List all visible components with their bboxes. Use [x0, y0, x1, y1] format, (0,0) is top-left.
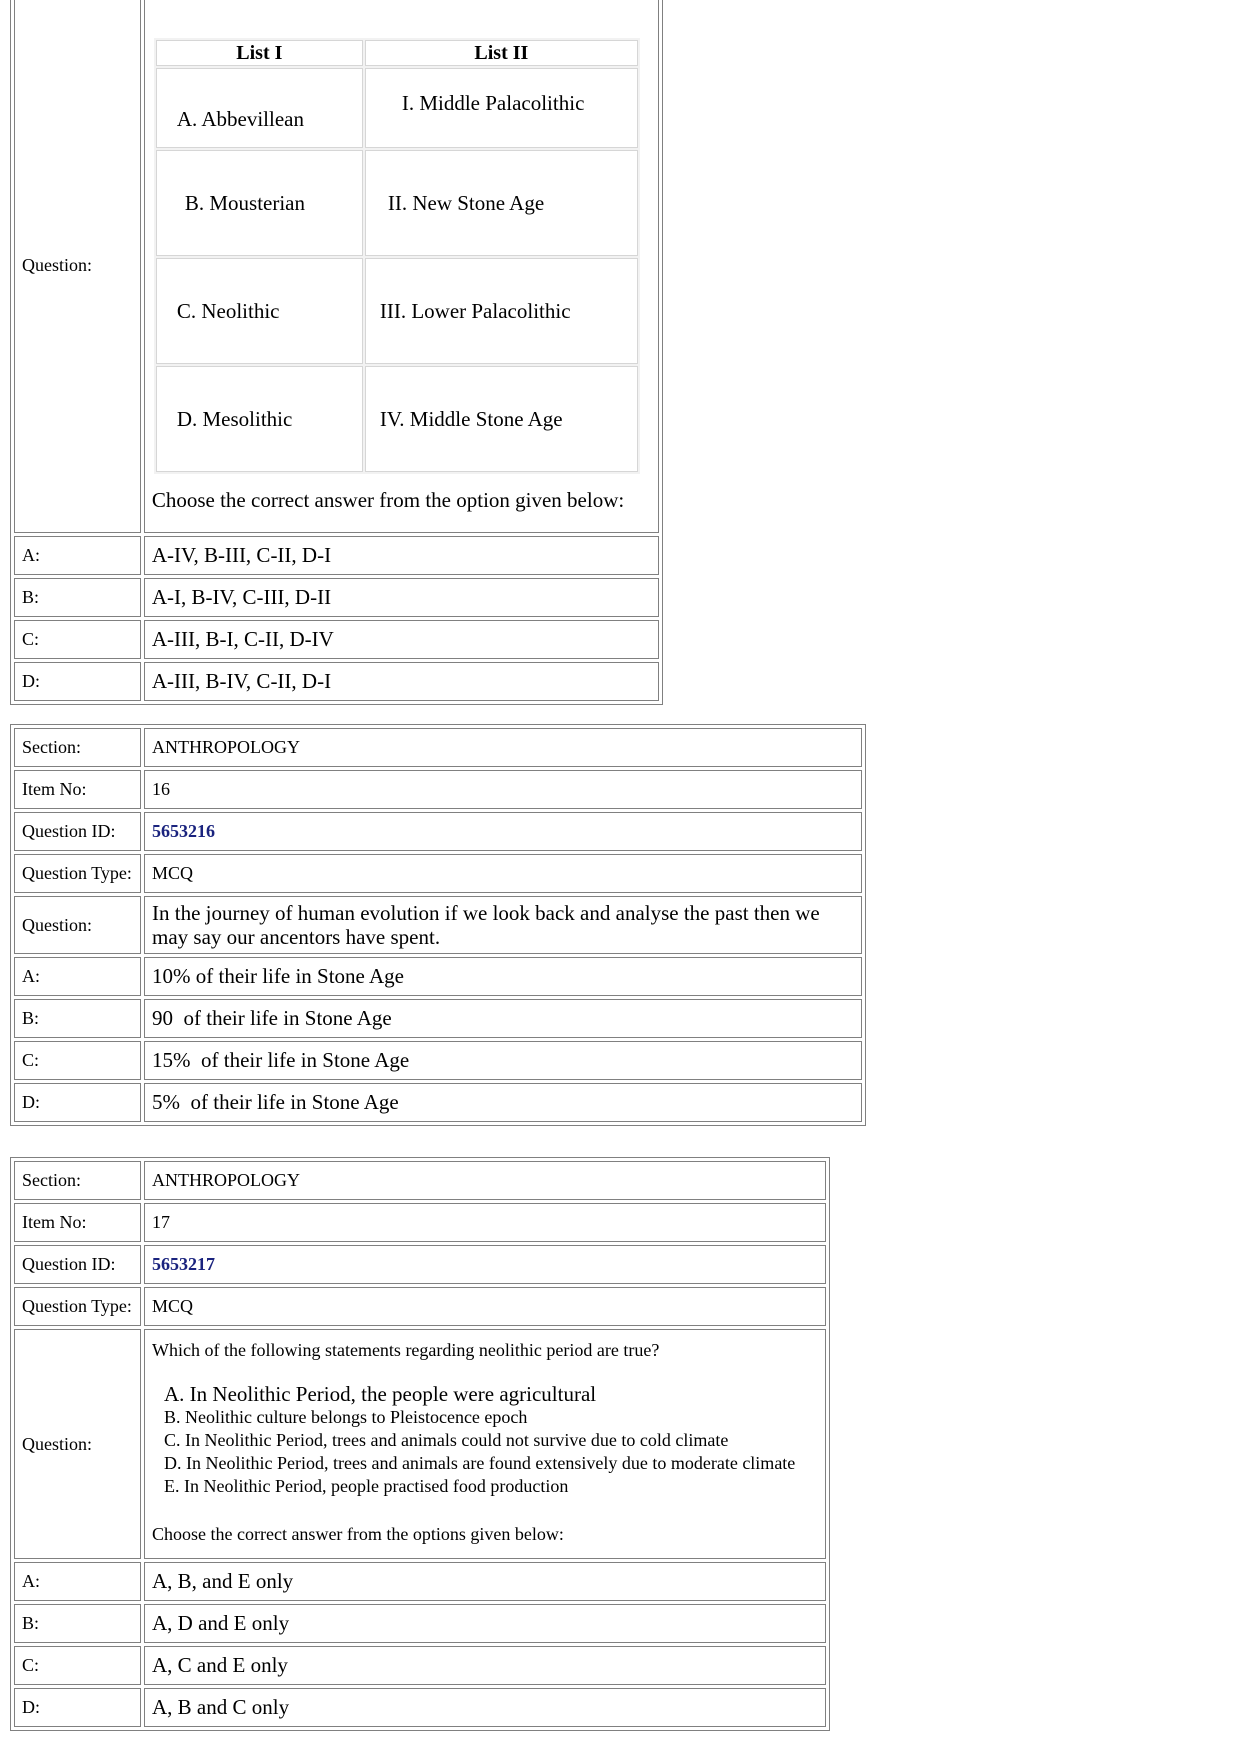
- option-label-b: B:: [14, 578, 141, 617]
- option-label-c: C:: [14, 1646, 141, 1685]
- section-label: Section:: [14, 728, 141, 767]
- question-id-label: Question ID:: [14, 812, 141, 851]
- option-c: A, C and E only: [144, 1646, 826, 1685]
- list-i-item: B. Mousterian: [156, 150, 363, 256]
- question-text: In the journey of human evolution if we look back and analyse the past then we may say our ancentors have spent.: [144, 896, 862, 954]
- question-type-value: MCQ: [144, 1287, 826, 1326]
- option-label-a: A:: [14, 536, 141, 575]
- option-b: A-I, B-IV, C-III, D-II: [144, 578, 659, 617]
- question-id-label: Question ID:: [14, 1245, 141, 1284]
- instruction-text: Choose the correct answer from the option given below:: [151, 488, 625, 512]
- statement-list: [164, 1383, 818, 1498]
- question-type-label: Question Type:: [14, 1287, 141, 1326]
- statement-item: A. In Neolithic Period, the people were agricultural: [164, 1381, 597, 1406]
- list-i-item: D. Mesolithic: [156, 366, 363, 472]
- section-value: ANTHROPOLOGY: [144, 1161, 826, 1200]
- option-label-b: B:: [14, 999, 141, 1038]
- section-value: ANTHROPOLOGY: [144, 728, 862, 767]
- question-table-15: [10, 0, 663, 705]
- option-label-a: A:: [14, 1562, 141, 1601]
- question-stem: Which of the following statements regarding neolithic period are true?: [152, 1339, 660, 1360]
- option-d: A, B and C only: [144, 1688, 826, 1727]
- option-d: 5% of their life in Stone Age: [144, 1083, 862, 1122]
- statement-item: B. Neolithic culture belongs to Pleistocence epoch: [164, 1406, 528, 1427]
- question-id-value: 5653217: [144, 1245, 826, 1284]
- question-label: Question:: [14, 896, 141, 954]
- option-a: A, B, and E only: [144, 1562, 826, 1601]
- option-label-d: D:: [14, 1083, 141, 1122]
- option-label-c: C:: [14, 620, 141, 659]
- question-body: [144, 1329, 826, 1559]
- section-label: Section:: [14, 1161, 141, 1200]
- item-no-value: 17: [144, 1203, 826, 1242]
- option-c: A-III, B-I, C-II, D-IV: [144, 620, 659, 659]
- option-c: 15% of their life in Stone Age: [144, 1041, 862, 1080]
- option-label-d: D:: [14, 1688, 141, 1727]
- list-i-item: C. Neolithic: [156, 258, 363, 364]
- list-i-item: A. Abbevillean: [156, 68, 363, 148]
- question-id-value: 5653216: [144, 812, 862, 851]
- list-header: List II: [365, 40, 638, 66]
- option-b: 90 of their life in Stone Age: [144, 999, 862, 1038]
- instruction-text: Choose the correct answer from the options given below:: [152, 1523, 564, 1544]
- option-label-d: D:: [14, 662, 141, 701]
- statement-item: E. In Neolithic Period, people practised food production: [164, 1475, 569, 1496]
- question-label: Question:: [14, 1329, 141, 1559]
- question-type-label: Question Type:: [14, 854, 141, 893]
- match-list-table: [154, 38, 640, 474]
- list-ii-item: I. Middle Palacolithic: [365, 68, 638, 148]
- option-a: 10% of their life in Stone Age: [144, 957, 862, 996]
- option-label-c: C:: [14, 1041, 141, 1080]
- question-table-17: [10, 1157, 830, 1731]
- question-label: Question:: [14, 0, 141, 533]
- option-label-a: A:: [14, 957, 141, 996]
- list-ii-item: II. New Stone Age: [365, 150, 638, 256]
- statement-item: C. In Neolithic Period, trees and animals could not survive due to cold climate: [164, 1429, 729, 1450]
- list-ii-item: III. Lower Palacolithic: [365, 258, 638, 364]
- question-table-16: [10, 724, 866, 1126]
- option-a: A-IV, B-III, C-II, D-I: [144, 536, 659, 575]
- item-no-label: Item No:: [14, 1203, 141, 1242]
- list-header: List I: [156, 40, 363, 66]
- option-d: A-III, B-IV, C-II, D-I: [144, 662, 659, 701]
- item-no-value: 16: [144, 770, 862, 809]
- item-no-label: Item No:: [14, 770, 141, 809]
- list-ii-item: IV. Middle Stone Age: [365, 366, 638, 472]
- question-type-value: MCQ: [144, 854, 862, 893]
- statement-item: D. In Neolithic Period, trees and animals are found extensively due to moderate climate: [164, 1452, 796, 1473]
- question-body: [144, 0, 659, 533]
- option-label-b: B:: [14, 1604, 141, 1643]
- option-b: A, D and E only: [144, 1604, 826, 1643]
